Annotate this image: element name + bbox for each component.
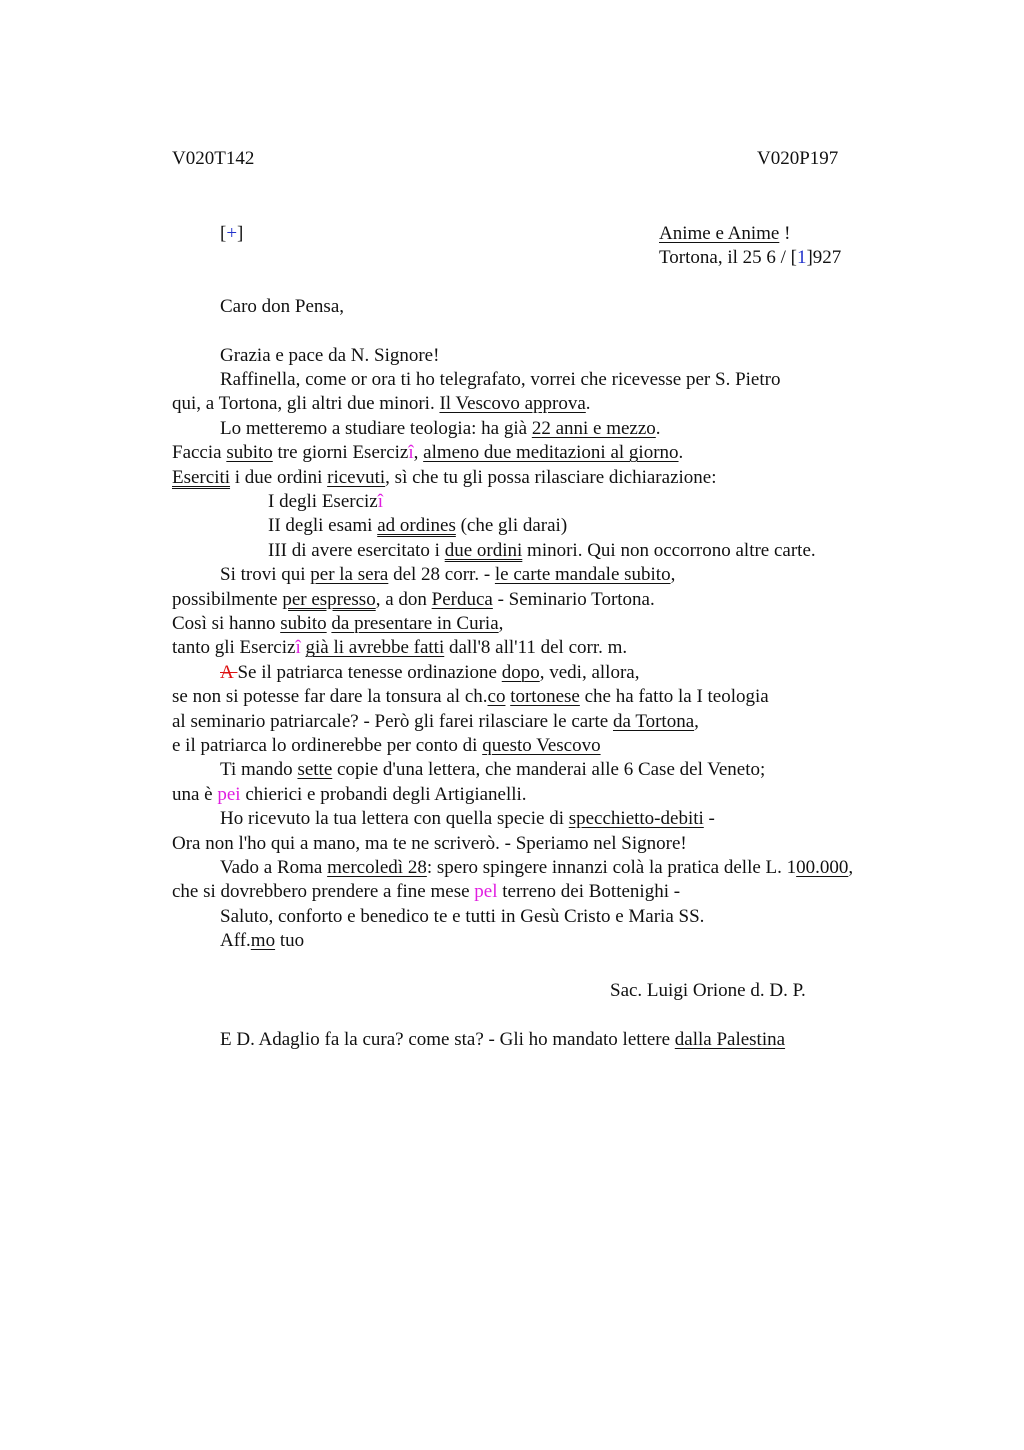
place-date: Tortona, il 25 6 / [1]927 (659, 247, 842, 268)
text-segment: i due ordini (230, 466, 328, 488)
archive-code-left: V020T142 (172, 148, 255, 169)
letter-line (220, 564, 675, 586)
text-segment: Saluto, conforto e benedico te e tutti in Gesù Cristo e Maria SS. (220, 905, 705, 927)
text-segment: già li avrebbe fatti (305, 637, 445, 659)
letter-line (172, 589, 655, 611)
text-segment: del 28 corr. - (388, 564, 495, 586)
text-segment: tuo (275, 930, 305, 952)
text-segment: dopo (501, 661, 540, 683)
text-segment: tanto gli Eserciz (172, 637, 296, 659)
letter-line (268, 540, 816, 562)
text-segment: che si dovrebbero prendere a fine mese (172, 881, 475, 903)
signature: Sac. Luigi Orione d. D. P. (610, 980, 806, 1001)
letter-line (172, 881, 680, 903)
text-segment: Eserciti (172, 466, 231, 488)
letter-line (268, 515, 567, 537)
text-segment: Aff. (220, 930, 251, 952)
text-segment: Vado a Roma (220, 857, 328, 878)
letter-line (220, 857, 853, 879)
text-segment: e il patriarca lo ordinerebbe per conto di (172, 735, 483, 756)
text-segment: - (703, 808, 715, 830)
text-segment: co (487, 686, 506, 708)
text-segment: per espresso (282, 588, 376, 610)
text-segment: tortonese (510, 686, 580, 708)
text-segment: . (678, 442, 684, 464)
text-segment: A (220, 661, 238, 683)
text-segment: pel (474, 881, 498, 903)
text-segment: specchietto-debiti (568, 808, 704, 830)
letter-line (220, 662, 639, 684)
text-segment: Così si hanno (172, 613, 281, 634)
text-segment: dall'8 all'11 del corr. m. (444, 637, 628, 659)
text-segment: , (670, 564, 676, 586)
letter-line (172, 686, 769, 708)
text-segment: (che gli darai) (455, 515, 568, 537)
text-segment: mercoledì 28 (327, 857, 427, 878)
text-segment: : spero spingere innanzi colà la pratica delle L. 1 (426, 857, 797, 878)
text-segment: Lo metteremo a studiare teologia: ha già (220, 417, 532, 439)
text-segment: almeno due meditazioni al giorno (423, 442, 679, 464)
text-segment: , (848, 857, 854, 878)
letter-line (220, 906, 704, 928)
text-segment: sette (297, 759, 333, 781)
letter-line (220, 369, 780, 391)
text-segment: da Tortona (612, 710, 695, 732)
text-segment: I degli Eserciz (268, 491, 378, 512)
cross-mark: [+] (220, 223, 244, 244)
text-segment: Se il patriarca tenesse ordinazione (237, 661, 502, 683)
text-segment: Faccia (172, 442, 227, 464)
text-segment: - Seminario Tortona. (492, 588, 655, 610)
text-segment: . (585, 393, 591, 415)
text-segment: , (498, 613, 504, 634)
letter-line (172, 711, 699, 733)
text-segment: qui, a Tortona, gli altri due minori. (172, 393, 440, 415)
postscript: E D. Adaglio fa la cura? come sta? - Gli ho mandato lettere dalla Palestina (220, 1029, 786, 1050)
text-segment: , (413, 442, 424, 464)
text-segment: 22 anni e mezzo (531, 417, 656, 439)
text-segment: II degli esami (268, 515, 378, 537)
text-segment: , a don (375, 588, 432, 610)
motto: Anime e Anime ! (659, 223, 791, 244)
text-segment: ricevuti (327, 466, 386, 488)
letter-line (220, 759, 765, 781)
text-segment: Ho ricevuto la tua lettera con quella specie di (220, 808, 569, 830)
greeting: Grazia e pace da N. Signore! (220, 345, 440, 366)
letter-line (220, 808, 715, 830)
text-segment: , sì che tu gli possa rilasciare dichiarazione: (385, 466, 717, 488)
text-segment: Raffinella, come or ora ti ho telegrafato, vorrei che ricevesse per S. Pietro (220, 369, 781, 390)
text-segment: due ordini (444, 539, 523, 561)
text-segment: questo Vescovo (482, 735, 601, 756)
text-segment: minori. Qui non occorrono altre carte. (522, 539, 816, 561)
text-segment: se non si potesse far dare la tonsura al ch. (172, 686, 488, 708)
letter-line (172, 637, 627, 659)
text-segment: possibilmente (172, 588, 283, 610)
text-segment: mo (250, 930, 276, 952)
text-segment: , vedi, allora, (539, 661, 640, 683)
letter-line (268, 491, 383, 513)
text-segment: , (694, 710, 699, 732)
text-segment: î (377, 491, 384, 512)
text-segment: copie d'una lettera, che manderai alle 6 Case del Veneto; (332, 759, 766, 781)
text-segment: pei (217, 783, 241, 805)
text-segment: subito (280, 613, 327, 634)
text-segment: III di avere esercitato i (268, 539, 445, 561)
letter-line (172, 613, 503, 635)
letter-line (172, 735, 601, 757)
letter-line (220, 418, 661, 440)
text-segment: tre giorni Esercizî (272, 442, 414, 464)
text-segment: Perduca (431, 588, 493, 610)
text-segment: chierici e probandi degli Artigianelli. (240, 783, 527, 805)
letter-line (172, 442, 683, 464)
text-segment: subito (226, 442, 273, 464)
text-segment: ad ordines (377, 515, 456, 537)
text-segment: Si trovi qui (220, 564, 311, 586)
accent-mark: î (408, 442, 414, 464)
letter-line (172, 833, 687, 855)
text-segment: le carte mandale subito (494, 564, 671, 586)
text-segment: al seminario patriarcale? - Però gli farei rilasciare le carte (172, 710, 613, 732)
text-segment: 00.000 (796, 857, 849, 878)
text-segment: Ora non l'ho qui a mano, ma te ne scriverò. - Speriamo nel Signore! (172, 832, 687, 854)
salutation: Caro don Pensa, (220, 296, 345, 317)
archive-code-right: V020P197 (757, 148, 839, 169)
letter-line (220, 930, 304, 952)
text-segment: . (655, 417, 661, 439)
text-segment: una è (172, 783, 218, 805)
letter-line (172, 393, 591, 415)
text-segment: terreno dei Bottenighi - (497, 881, 681, 903)
text-segment: da presentare in Curia (331, 613, 499, 634)
text-segment: î (295, 637, 301, 659)
letter-line (172, 467, 717, 489)
letter-line (172, 784, 527, 806)
text-segment: Ti mando (220, 759, 298, 781)
text-segment: per la sera (310, 564, 389, 586)
text-segment: Il Vescovo approva (439, 393, 586, 415)
text-segment: che ha fatto la I teologia (579, 686, 769, 708)
